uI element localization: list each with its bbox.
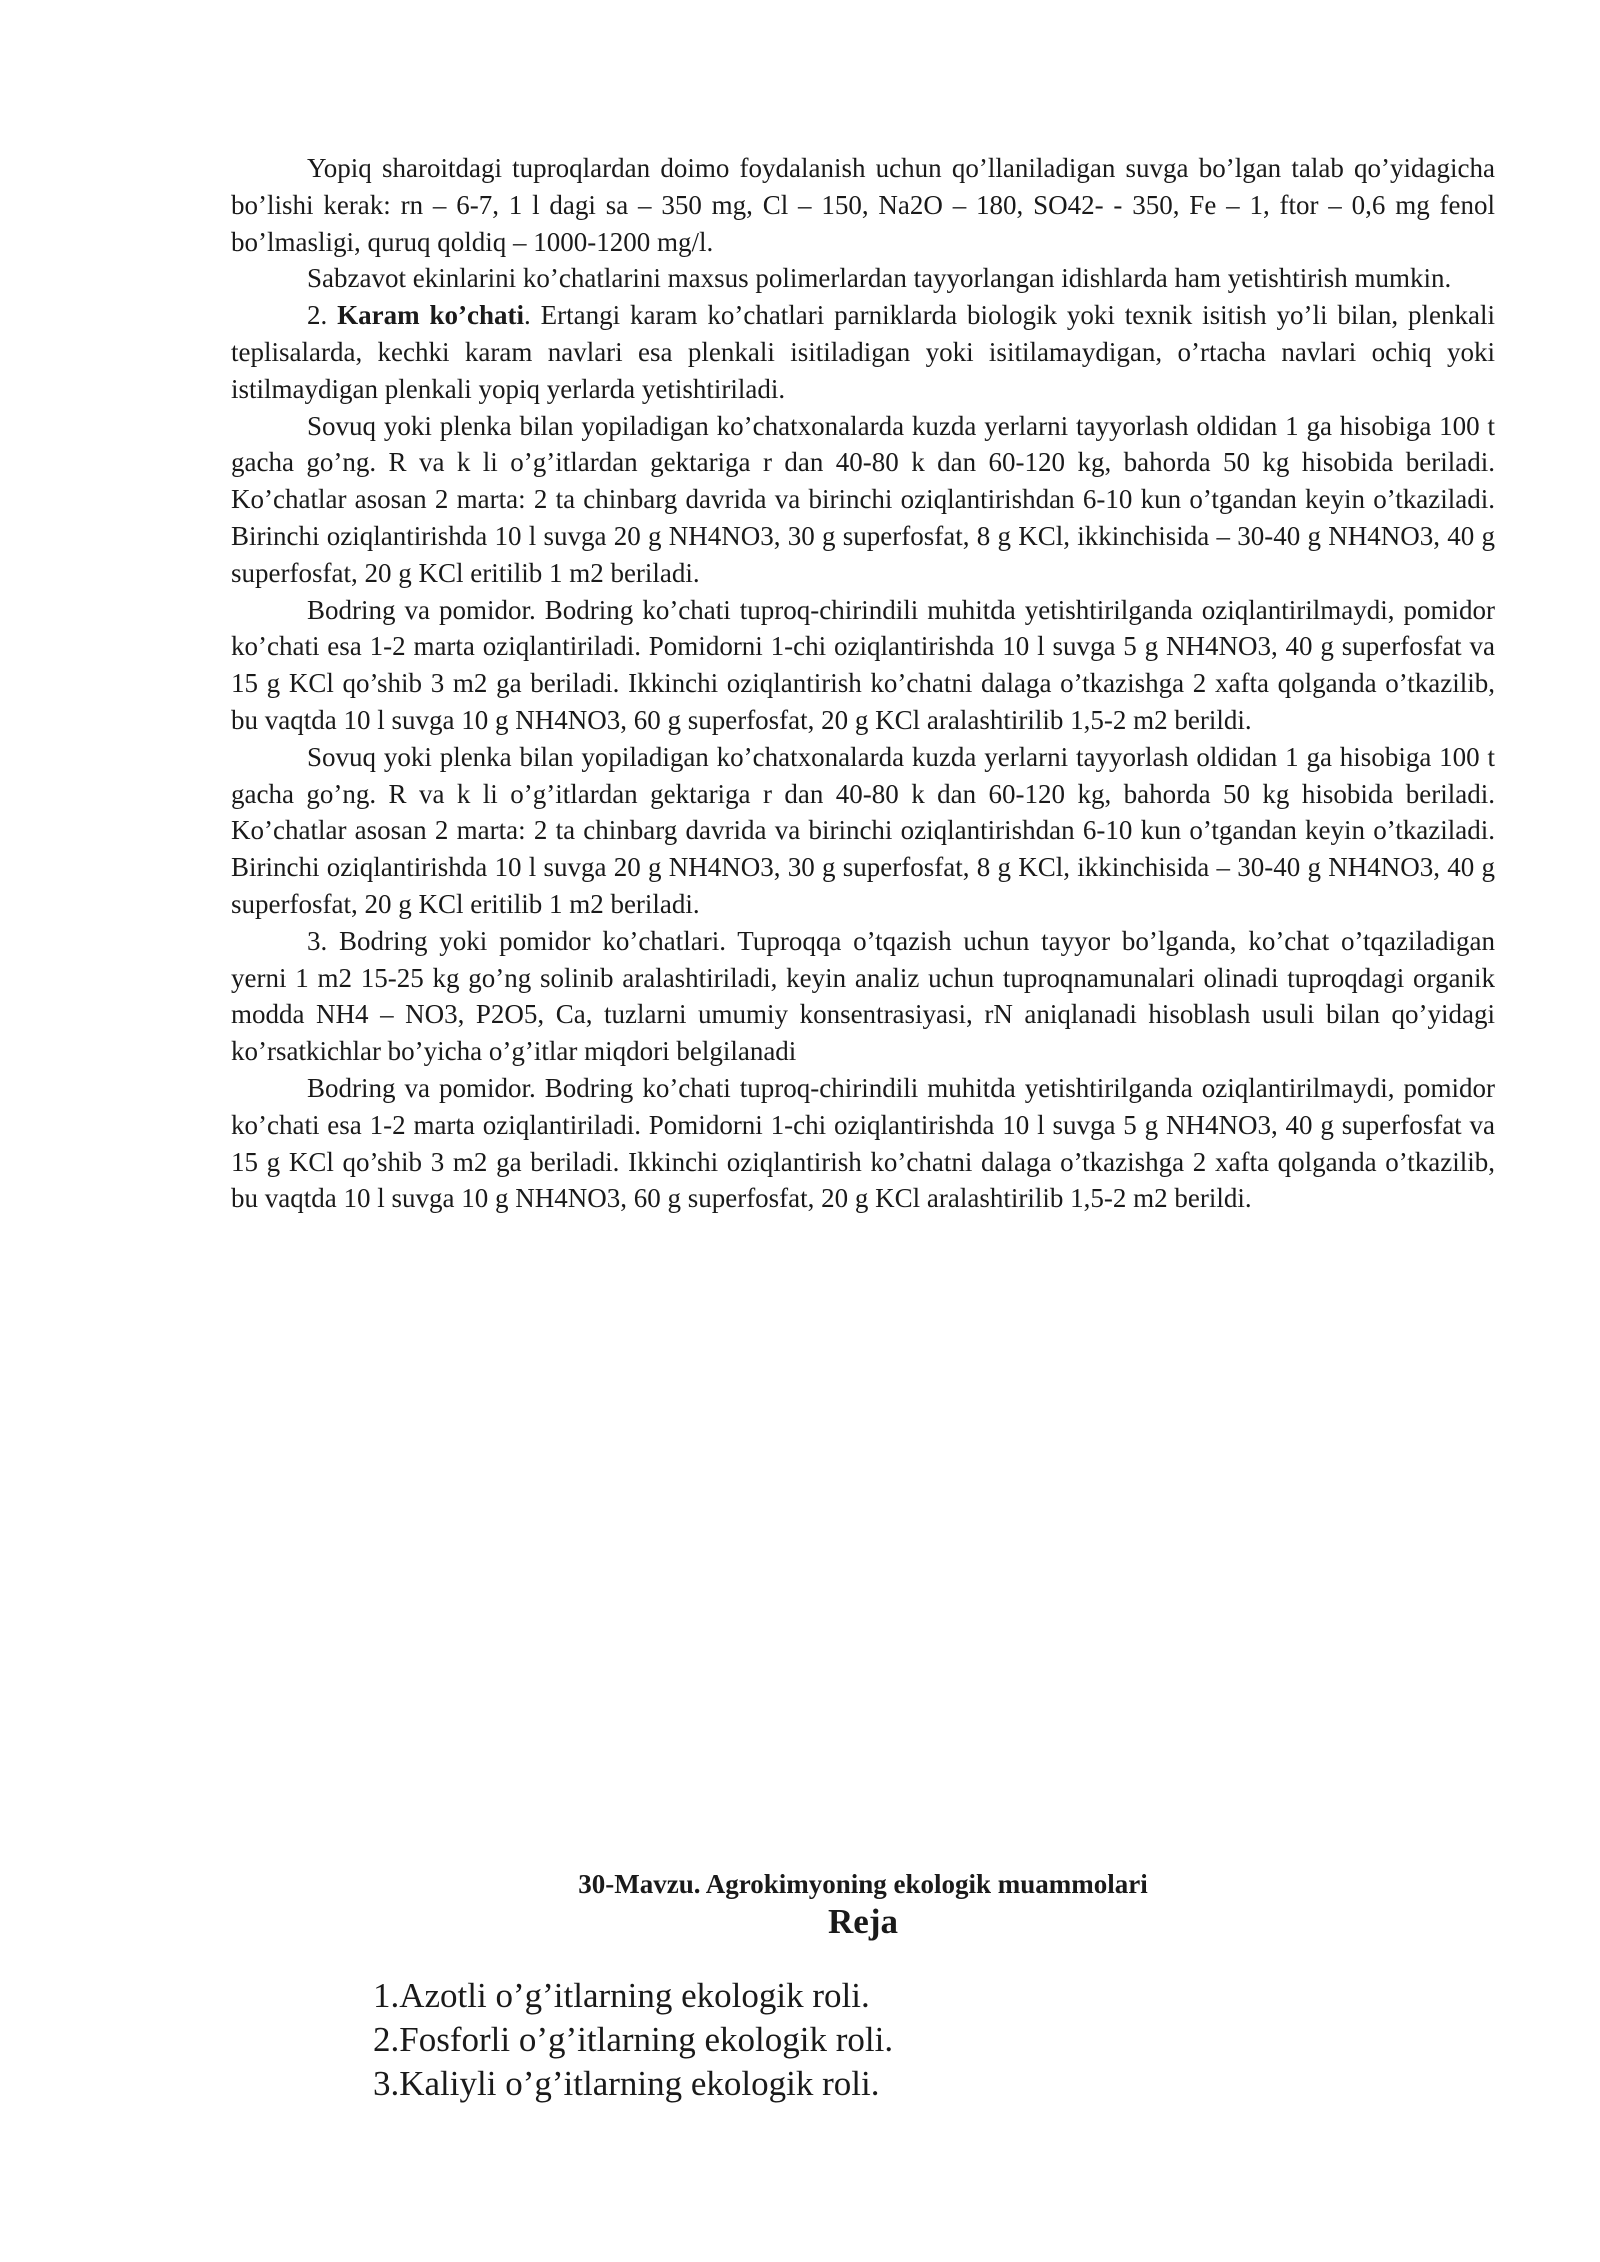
paragraph-cold-nursery: Sovuq yoki plenka bilan yopiladigan ko’chatxonalarda kuzda yerlarni tayyorlash oldidan 1 ga hisobiga 100 t gacha go’ng. R va k li o’g’itlardan gektariga r dan 40-80 k dan 60-120 kg, bahorda 50 kg hisobida beriladi. Ko’chatlar asosan 2 marta: 2 ta chinbarg davrida va birinchi oziqlantirishdan 6-10 kun o’tgandan keyin o’tkaziladi. Birinchi oziqlantirishda 10 l suvga 20 g NH4NO3, 30 g superfosfat, 8 g KCl, ikkinchisida – 30-40 g NH4NO3, 40 g superfosfat, 20 g KCl eritilib 1 m2 beriladi. [231, 410, 1495, 588]
paragraph-water-requirements: Yopiq sharoitdagi tuproqlardan doimo foydalanish uchun qo’llaniladigan suvga bo’lgan talab qo’yidagicha bo’lishi kerak: rn – 6-7, 1 l dagi sa – 350 mg, Cl – 150, Na2O – 180, SO42- - 350, Fe – 1, ftor – 0,6 mg fenol bo’lmasligi, quruq qoldiq – 1000-1200 mg/l. [231, 153, 1495, 257]
plan-list [373, 1974, 893, 2106]
paragraph-cucumber-tomato-repeat: Bodring va pomidor. Bodring ko’chati tuproq-chirindili muhitda yetishtirilganda oziqlantirilmaydi, pomidor ko’chati esa 1-2 marta oziqlantiriladi. Pomidorni 1-chi oziqlantirishda 10 l suvga 5 g NH4NO3, 40 g superfosfat va 15 g KCl qo’shib 3 m2 ga beriladi. Ikkinchi oziqlantirish ko’chatni dalaga o’tkazishga 2 xafta qolganda o’tkazilib, bu vaqtda 10 l suvga 10 g NH4NO3, 60 g superfosfat, 20 g KCl aralashtirilib 1,5-2 m2 berildi. [231, 1072, 1495, 1214]
paragraph-cold-nursery-repeat: Sovuq yoki plenka bilan yopiladigan ko’chatxonalarda kuzda yerlarni tayyorlash oldidan 1 ga hisobiga 100 t gacha go’ng. R va k li o’g’itlardan gektariga r dan 40-80 k dan 60-120 kg, bahorda 50 kg hisobida beriladi. Ko’chatlar asosan 2 marta: 2 ta chinbarg davrida va birinchi oziqlantirishdan 6-10 kun o’tgandan keyin o’tkaziladi. Birinchi oziqlantirishda 10 l suvga 20 g NH4NO3, 30 g superfosfat, 8 g KCl, ikkinchisida – 30-40 g NH4NO3, 40 g superfosfat, 20 g KCl eritilib 1 m2 beriladi. [231, 741, 1495, 919]
topic-title: 30-Mavzu. Agrokimyoning ekologik muammolari [578, 1869, 1148, 1899]
paragraph-cabbage-seedlings: 2. Karam ko’chati. Ertangi karam ko’chatlari parniklarda biologik yoki texnik isitish yo’li bilan, plenkali teplisalarda, kechki karam navlari esa plenkali isitiladigan yoki isitilamaydigan, o’rtacha navlari ochiq yoki istilmaydigan plenkali yopiq yerlarda yetishtiriladi. [231, 300, 1496, 404]
plan-heading: Reja [828, 1902, 898, 1941]
paragraph-cucumber-tomato-seedlings: 3. Bodring yoki pomidor ko’chatlari. Tuproqqa o’tqazish uchun tayyor bo’lganda, ko’chat o’tqaziladigan yerni 1 m2 15-25 kg go’ng solinib aralashtiriladi, keyin analiz uchun tuproqnamunalari olinadi tuproqdagi organik modda NH4 – NO3, P2O5, Ca, tuzlarni umumiy konsentrasiyasi, rN aniqlanadi hisoblash usuli bilan qo’yidagi ko’rsatkichlar bo’yicha o’g’itlar miqdori belgilanadi [231, 925, 1495, 1067]
plan-item: 3.Kaliyli o’g’itlarning ekologik roli. [373, 2064, 880, 2103]
plan-item: 1.Azotli o’g’itlarning ekologik roli. [373, 1976, 870, 2015]
body-text [231, 150, 1495, 1217]
paragraph-polymer-containers: Sabzavot ekinlarini ko’chatlarini maxsus polimerlardan tayyorlangan idishlarda ham yetishtirish mumkin. [307, 263, 1452, 294]
plan-item: 2.Fosforli o’g’itlarning ekologik roli. [373, 2020, 894, 2059]
section-heading-cabbage: Karam ko’chati [337, 300, 525, 331]
paragraph-cucumber-tomato: Bodring va pomidor. Bodring ko’chati tuproq-chirindili muhitda yetishtirilganda oziqlantirilmaydi, pomidor ko’chati esa 1-2 marta oziqlantiriladi. Pomidorni 1-chi oziqlantirishda 10 l suvga 5 g NH4NO3, 40 g superfosfat va 15 g KCl qo’shib 3 m2 ga beriladi. Ikkinchi oziqlantirish ko’chatni dalaga o’tkazishga 2 xafta qolganda o’tkazilib, bu vaqtda 10 l suvga 10 g NH4NO3, 60 g superfosfat, 20 g KCl aralashtirilib 1,5-2 m2 berildi. [231, 594, 1495, 735]
